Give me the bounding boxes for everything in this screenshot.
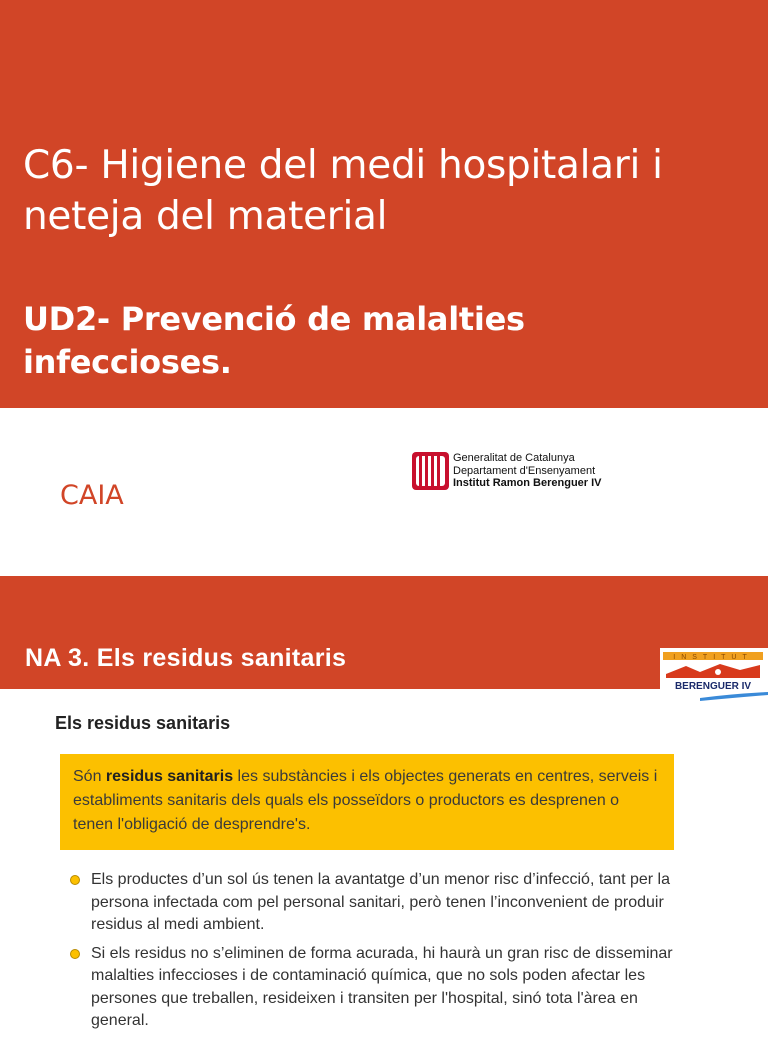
section-title: NA 3. Els residus sanitaris — [25, 644, 347, 672]
list-item — [70, 869, 690, 937]
bullet-list — [70, 869, 690, 1039]
generalitat-logo-block — [412, 452, 602, 490]
slide-subtitle: UD2- Prevenció de malalties infeccioses. — [23, 300, 525, 381]
bullet-icon — [70, 875, 80, 885]
definition-prefix: Són — [73, 768, 106, 785]
definition-term: residus sanitaris — [105, 768, 234, 785]
content-heading: Els residus sanitaris — [55, 713, 231, 733]
definition-box — [60, 754, 674, 850]
bullet-text: Si els residus no s’eliminen de forma acurada, hi haurà un gran risc de disseminar malalties infeccioses i de contaminació química, que no sols poden afectar les persones que treballen, resideixen i transiten per l'hospital, sinó tota l'àrea en general. — [91, 944, 673, 1029]
institute-line: Institut Ramon Berenguer IV — [453, 477, 602, 489]
course-label: CAIA — [60, 480, 124, 511]
list-item — [70, 943, 690, 1033]
generalitat-line: Generalitat de Catalunya — [453, 452, 575, 464]
title-slide-banner — [0, 0, 768, 408]
department-line: Departament d'Ensenyament — [453, 464, 596, 477]
generalitat-emblem-icon — [412, 452, 449, 490]
logo-text-bottom: BERENGUER IV — [674, 681, 752, 692]
logo-text-top: INSTITUT — [673, 654, 753, 661]
bullet-icon — [70, 949, 80, 959]
slide-title: C6- Higiene del medi hospitalari i neteja del material — [23, 143, 663, 239]
definition-text: les substàncies i els objectes generats en centres, serveis i establiments sanitaris dels quals els posseïdors o productors es desprenen o tenen l'obligació de desprendre's. — [73, 768, 658, 833]
institute-logo-icon — [660, 648, 768, 706]
bullet-text: Els productes d’un sol ús tenen la avantatge d’un menor risc d’infecció, tant per la persona infectada com pel personal sanitari, però tenen l’inconvenient de produir residus al medi ambient. — [91, 871, 670, 933]
